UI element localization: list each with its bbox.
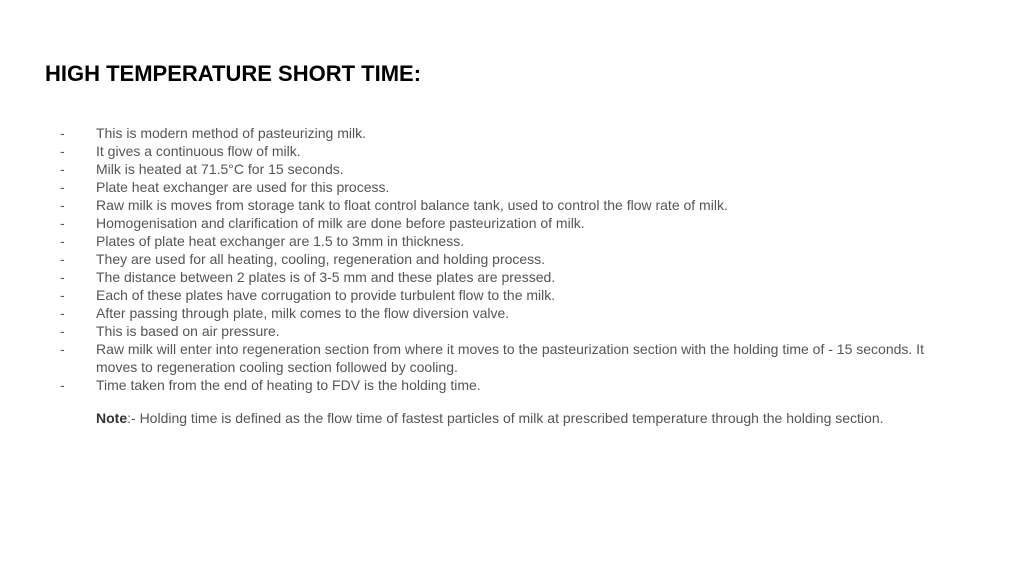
bullet-dash: - xyxy=(60,251,65,267)
list-item xyxy=(60,268,960,286)
bullet-text: The distance between 2 plates is of 3-5 mm and these plates are pressed. xyxy=(96,269,556,285)
list-item xyxy=(60,142,960,160)
bullet-text: Each of these plates have corrugation to provide turbulent flow to the milk. xyxy=(96,287,556,303)
bullet-text: This is based on air pressure. xyxy=(96,323,280,339)
bullet-dash: - xyxy=(60,287,65,303)
list-item xyxy=(60,376,960,394)
bullet-dash: - xyxy=(60,377,65,393)
slide-title: HIGH TEMPERATURE SHORT TIME: xyxy=(45,61,422,86)
bullet-text: They are used for all heating, cooling, regeneration and holding process. xyxy=(96,251,546,267)
bullet-text: Homogenisation and clarification of milk are done before pasteurization of milk. xyxy=(96,215,585,231)
list-item xyxy=(60,250,960,268)
bullet-dash: - xyxy=(60,125,65,141)
bullet-text: Time taken from the end of heating to FDV is the holding time. xyxy=(96,377,481,393)
bullet-text: Raw milk will enter into regeneration section from where it moves to the pasteurization section with the holding time of - 15 seconds. It moves to regeneration cooling section followed by cooling. xyxy=(96,341,924,375)
list-item xyxy=(60,304,960,322)
bullet-text: Plate heat exchanger are used for this process. xyxy=(96,179,390,195)
bullet-dash: - xyxy=(60,341,65,357)
bullet-dash: - xyxy=(60,179,65,195)
bullet-dash: - xyxy=(60,323,65,339)
list-item xyxy=(60,232,960,250)
bullet-text: After passing through plate, milk comes to the flow diversion valve. xyxy=(96,305,510,321)
list-item xyxy=(60,160,960,178)
bullet-list xyxy=(60,124,960,394)
note-paragraph xyxy=(96,409,942,427)
note-text: :- Holding time is defined as the flow time of fastest particles of milk at prescribed temperature through the holding section. xyxy=(127,410,884,426)
list-item xyxy=(60,340,960,376)
note-label: Note xyxy=(96,410,128,426)
bullet-text: Milk is heated at 71.5°C for 15 seconds. xyxy=(96,161,344,177)
bullet-text: This is modern method of pasteurizing milk. xyxy=(96,125,366,141)
list-item xyxy=(60,286,960,304)
bullet-dash: - xyxy=(60,269,65,285)
bullet-dash: - xyxy=(60,143,65,159)
bullet-dash: - xyxy=(60,305,65,321)
bullet-text: Plates of plate heat exchanger are 1.5 to 3mm in thickness. xyxy=(96,233,465,249)
bullet-text: Raw milk is moves from storage tank to float control balance tank, used to control the flow rate of milk. xyxy=(96,197,728,213)
bullet-text: It gives a continuous flow of milk. xyxy=(96,143,301,159)
list-item xyxy=(60,196,960,214)
bullet-dash: - xyxy=(60,215,65,231)
bullet-dash: - xyxy=(60,233,65,249)
list-item xyxy=(60,214,960,232)
bullet-dash: - xyxy=(60,197,65,213)
list-item xyxy=(60,178,960,196)
list-item xyxy=(60,322,960,340)
bullet-dash: - xyxy=(60,161,65,177)
list-item xyxy=(60,124,960,142)
